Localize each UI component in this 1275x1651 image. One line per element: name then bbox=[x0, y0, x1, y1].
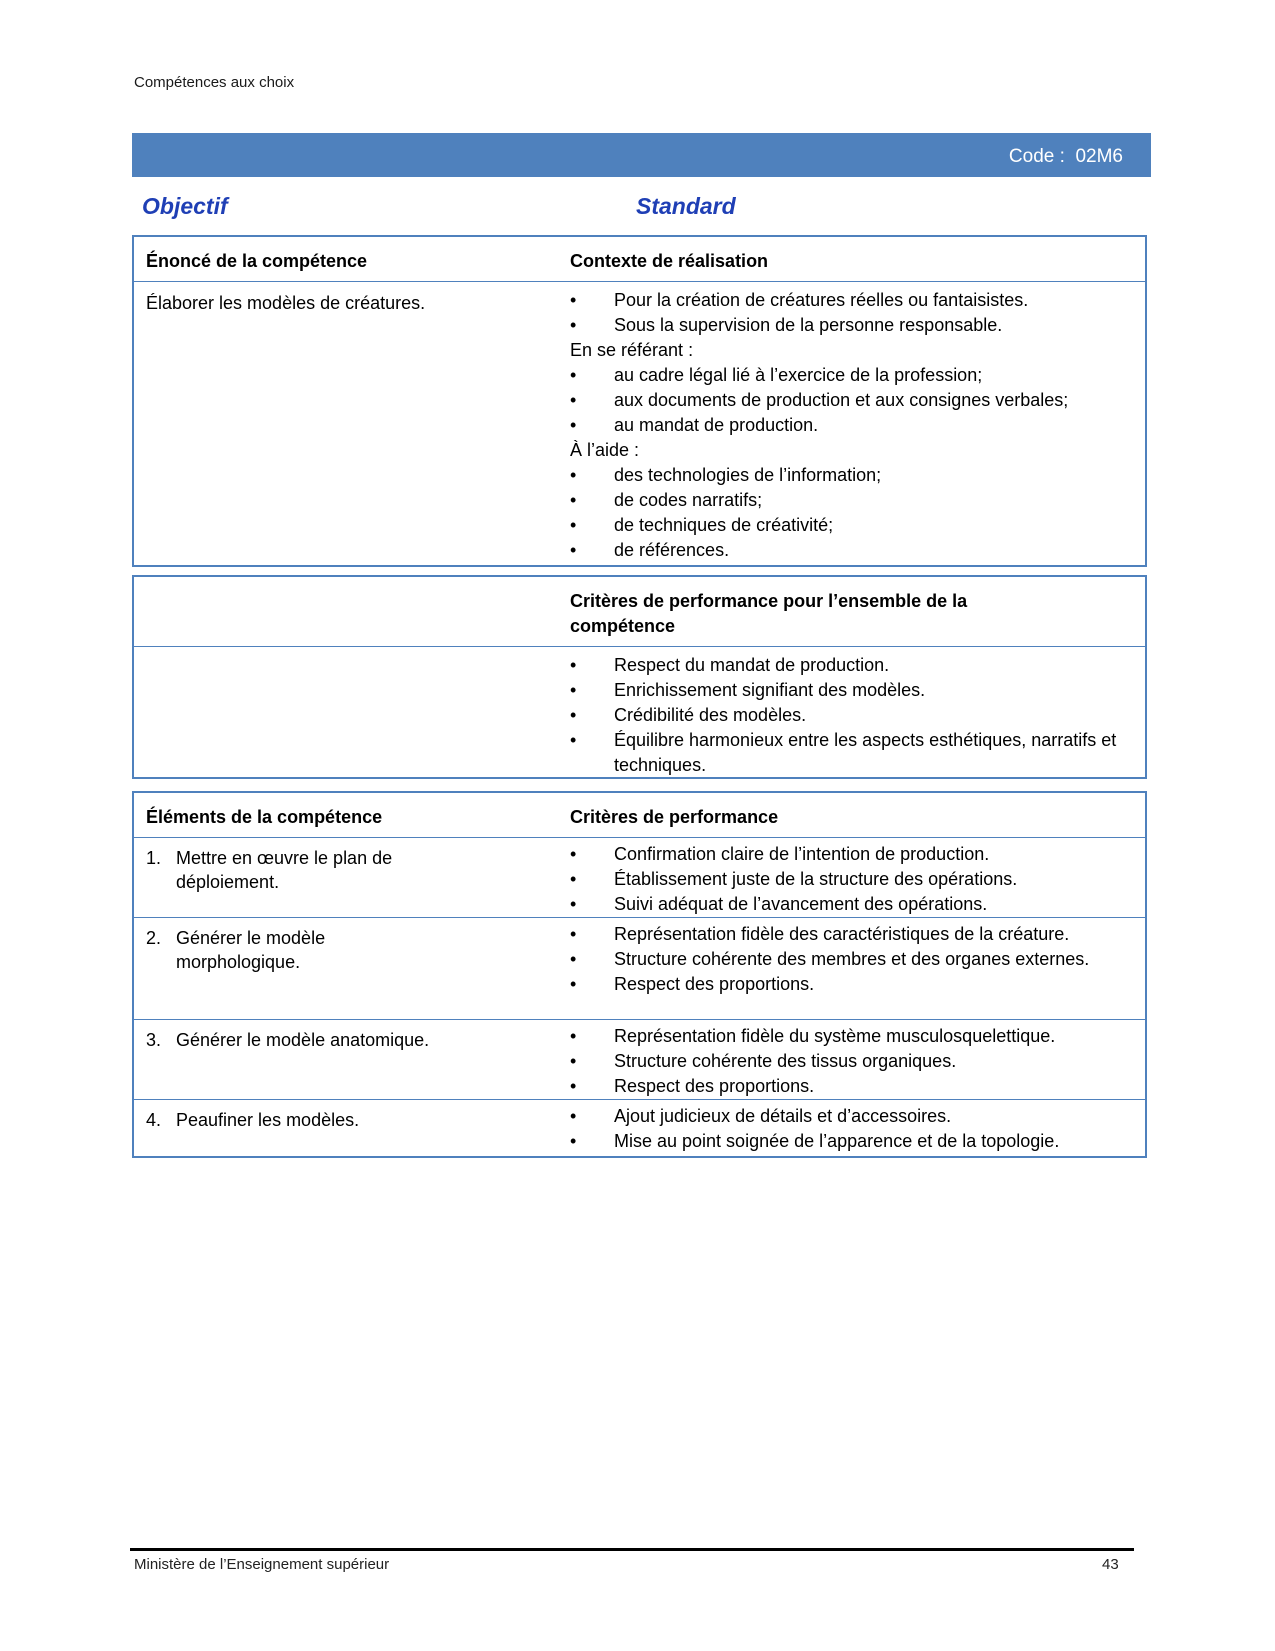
context-bullet-item: • Sous la supervision de la personne responsable. bbox=[570, 313, 1140, 338]
code-bar bbox=[132, 133, 1151, 177]
code-label: Code : 02M6 bbox=[1008, 146, 1123, 167]
overall-criterion-item: • Crédibilité des modèles. bbox=[570, 703, 1140, 728]
overall-criterion-item: • Respect du mandat de production. bbox=[570, 653, 1140, 678]
element-number: 2. bbox=[146, 928, 162, 948]
enonce-header: Énoncé de la compétence bbox=[146, 251, 368, 271]
section-standard: Standard bbox=[636, 193, 736, 219]
context-bullet-item: • de codes narratifs; bbox=[570, 488, 1140, 513]
elements-header: Éléments de la compétence bbox=[146, 807, 383, 827]
element-criteria-list bbox=[570, 922, 1140, 997]
contexte-list bbox=[570, 288, 1140, 563]
criteria-header: Critères de performance bbox=[570, 807, 779, 827]
overall-criteria-box bbox=[132, 575, 1147, 779]
box3-header-row bbox=[134, 793, 1145, 838]
element-number: 4. bbox=[146, 1110, 162, 1130]
footer-ministry: Ministère de l’Enseignement supérieur bbox=[134, 1556, 390, 1573]
context-bullet-item: • de techniques de créativité; bbox=[570, 513, 1140, 538]
document-header-title: Compétences aux choix bbox=[134, 74, 295, 91]
element-number: 1. bbox=[146, 848, 162, 868]
element-criterion-item: • Structure cohérente des membres et des organes externes. bbox=[570, 947, 1140, 972]
element-criteria-list bbox=[570, 842, 1140, 917]
element-text bbox=[146, 1108, 446, 1132]
box1-content-row bbox=[134, 282, 1145, 565]
overall-criteria-list bbox=[570, 653, 1140, 778]
context-bullet-item: • aux documents de production et aux consignes verbales; bbox=[570, 388, 1140, 413]
code-value: 02M6 bbox=[1075, 146, 1123, 167]
box2-header-row bbox=[134, 577, 1145, 647]
element-criterion-item: • Confirmation claire de l’intention de production. bbox=[570, 842, 1140, 867]
competence-context-box bbox=[132, 235, 1147, 567]
element-row bbox=[134, 838, 1145, 918]
section-objectif: Objectif bbox=[142, 193, 228, 219]
context-bullet-item: • au cadre légal lié à l’exercice de la profession; bbox=[570, 363, 1140, 388]
overall-criterion-item: • Équilibre harmonieux entre les aspects esthétiques, narratifs et techniques. bbox=[570, 728, 1140, 778]
elements-rows bbox=[134, 838, 1145, 1156]
element-criterion-item: • Structure cohérente des tissus organiques. bbox=[570, 1049, 1140, 1074]
box2-content-row bbox=[134, 647, 1145, 777]
elements-box bbox=[132, 791, 1147, 1158]
element-row bbox=[134, 1100, 1145, 1156]
element-row bbox=[134, 1020, 1145, 1100]
overall-criteria-header: Critères de performance pour l’ensemble de la compétence bbox=[570, 591, 968, 636]
context-intro-text: En se référant : bbox=[570, 340, 694, 360]
element-number: 3. bbox=[146, 1030, 162, 1050]
page-number: 43 bbox=[1102, 1556, 1119, 1573]
context-bullet-item: • Pour la création de créatures réelles ou fantaisistes. bbox=[570, 288, 1140, 313]
element-criteria-list bbox=[570, 1104, 1140, 1154]
context-bullet-item: • de références. bbox=[570, 538, 1140, 563]
footer-rule bbox=[130, 1548, 1134, 1551]
element-label: Peaufiner les modèles. bbox=[176, 1110, 360, 1130]
element-criterion-item: • Respect des proportions. bbox=[570, 972, 1140, 997]
element-text bbox=[146, 1028, 446, 1052]
context-intro-text: À l’aide : bbox=[570, 440, 640, 460]
element-text bbox=[146, 846, 446, 894]
context-bullet-item: • au mandat de production. bbox=[570, 413, 1140, 438]
box1-header-row bbox=[134, 237, 1145, 282]
element-criterion-item: • Représentation fidèle des caractéristiques de la créature. bbox=[570, 922, 1140, 947]
element-row bbox=[134, 918, 1145, 1020]
element-criteria-list bbox=[570, 1024, 1140, 1099]
element-criterion-item: • Suivi adéquat de l’avancement des opérations. bbox=[570, 892, 1140, 917]
enonce-text: Élaborer les modèles de créatures. bbox=[146, 293, 426, 313]
element-criterion-item: • Respect des proportions. bbox=[570, 1074, 1140, 1099]
element-label: Générer le modèle morphologique. bbox=[176, 928, 326, 972]
element-criterion-item: • Établissement juste de la structure des opérations. bbox=[570, 867, 1140, 892]
contexte-header: Contexte de réalisation bbox=[570, 251, 769, 271]
element-criterion-item: • Mise au point soignée de l’apparence et de la topologie. bbox=[570, 1129, 1140, 1154]
element-label: Générer le modèle anatomique. bbox=[176, 1030, 430, 1050]
overall-criterion-item: • Enrichissement signifiant des modèles. bbox=[570, 678, 1140, 703]
element-text bbox=[146, 926, 446, 974]
element-criterion-item: • Ajout judicieux de détails et d’accessoires. bbox=[570, 1104, 1140, 1129]
context-bullet-item: • des technologies de l’information; bbox=[570, 463, 1140, 488]
element-label: Mettre en œuvre le plan de déploiement. bbox=[176, 848, 393, 892]
element-criterion-item: • Représentation fidèle du système musculosquelettique. bbox=[570, 1024, 1140, 1049]
